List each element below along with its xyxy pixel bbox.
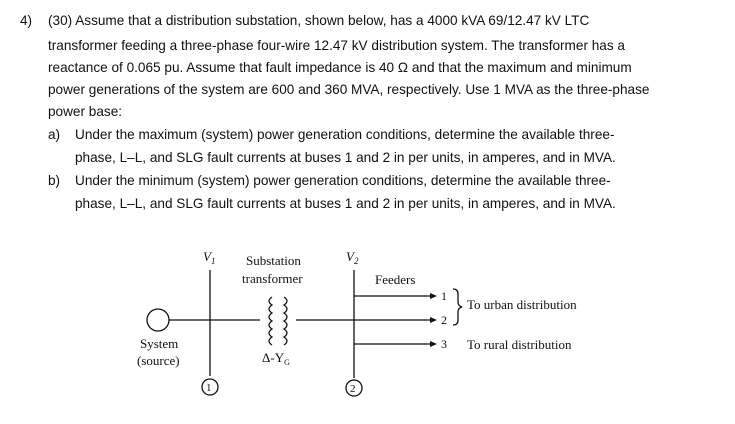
problem-number: 4) [20, 13, 33, 28]
part-b-label: b) [48, 173, 61, 188]
bus-2-number: 2 [350, 383, 356, 395]
substation-label-1: Substation [246, 253, 301, 268]
urban-brace [453, 289, 462, 325]
stem-line-4: power generations of the system are 600 and 360 MVA, respectively. Use 1 MVA as the three-phase [48, 82, 650, 97]
stem-line-2: transformer feeding a three-phase four-wire 12.47 kV distribution system. The transformer has a [48, 38, 625, 53]
substation-label-2: transformer [242, 271, 303, 286]
feeder-3-number: 3 [441, 337, 447, 351]
urban-label: To urban distribution [467, 297, 577, 312]
part-a-line-2: phase, L–L, and SLG fault currents at buses 1 and 2 in per units, in amperes, and in MVA. [75, 150, 616, 165]
stem-line-1: (30) Assume that a distribution substation, shown below, has a 4000 kVA 69/12.47 kV LTC [48, 13, 590, 28]
part-b-line-1: Under the minimum (system) power generation conditions, determine the available three- [75, 173, 611, 188]
transformer-primary-coil [269, 297, 272, 345]
bus-1-number: 1 [206, 382, 212, 394]
part-a-label: a) [48, 127, 61, 142]
feeder-3-arrow [430, 341, 437, 347]
connection-label: $\Delta-Y_G$ [262, 350, 290, 367]
feeders-label: Feeders [375, 272, 416, 287]
stem-line-3: reactance of 0.065 pu. Assume that fault impedance is 40 Ω and that the maximum and minimum [48, 60, 632, 75]
system-label: System [140, 336, 179, 351]
feeder-2-number: 2 [441, 313, 447, 327]
part-b-line-2: phase, L–L, and SLG fault currents at buses 1 and 2 in per units, in amperes, and in MVA. [75, 196, 616, 211]
v2-label: $V_2$ [346, 249, 359, 266]
feeder-1-arrow [430, 293, 437, 299]
feeder-2-arrow [430, 317, 437, 323]
rural-label: To rural distribution [467, 337, 572, 352]
source-label: (source) [137, 353, 180, 368]
v1-label: $V_1$ [203, 249, 216, 266]
source-circle [147, 309, 169, 331]
transformer-secondary-coil [284, 297, 287, 345]
feeder-1-number: 1 [441, 289, 447, 303]
stem-line-5: power base: [48, 104, 123, 119]
part-a-line-1: Under the maximum (system) power generation conditions, determine the available three- [75, 127, 615, 142]
